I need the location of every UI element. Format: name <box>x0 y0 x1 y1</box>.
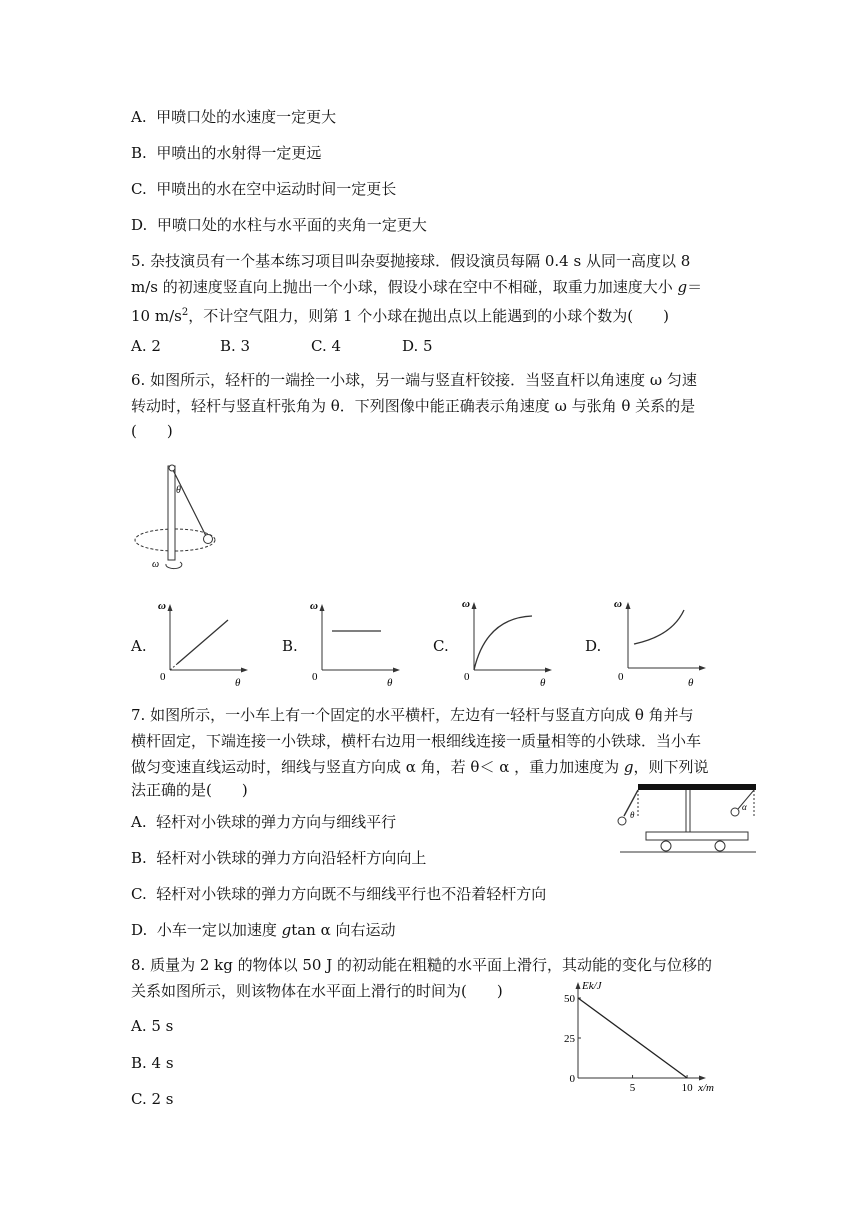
q8-text-line2: 关系如图所示，则该物体在水平面上滑行的时间为( ) <box>131 982 503 1000</box>
q7-text-line2: 横杆固定，下端连接一小铁球，横杆右边用一根细线连接一质量相等的小铁球．当小车 <box>131 732 702 750</box>
q5-text-line2: m/s 的初速度竖直向上抛出一个小球，假设小球在空中不相碰，取重力加速度大小 g＝ <box>131 278 703 296</box>
q4-option-a: A. 甲喷口处的水速度一定更大 <box>131 108 337 126</box>
q6-graph-b-label: B. <box>282 637 298 655</box>
q6-graph-a-origin: 0 <box>160 671 166 683</box>
q7-option-a: A. 轻杆对小铁球的弹力方向与细线平行 <box>131 813 397 831</box>
q6-graph-d-y-label: ω <box>614 598 622 610</box>
ek-chart-x-label: x/m <box>698 1082 714 1094</box>
q6-graph-c-origin: 0 <box>464 671 470 683</box>
q6-graph-d <box>610 596 710 690</box>
q5-option-a: A. 2 <box>131 337 161 355</box>
q7-text-line4: 法正确的是( ) <box>131 781 248 799</box>
ek-chart-x-arrow <box>699 1076 706 1081</box>
q6-graph-a <box>152 598 252 690</box>
q5-option-c: C. 4 <box>311 337 342 355</box>
q6-graph-c-y-label: ω <box>462 598 470 610</box>
q4-option-b: B. 甲喷出的水射得一定更远 <box>131 144 322 162</box>
q6-graph-b-origin: 0 <box>312 671 318 683</box>
ek-chart-x-tick: 10 <box>681 1082 693 1094</box>
q5-text-line1: 5. 杂技演员有一个基本练习项目叫杂耍抛接球．假设演员每隔 0.4 s 从同一高度以 8 <box>131 252 691 270</box>
ek-chart-series-line <box>578 998 687 1078</box>
q5-option-d: D. 5 <box>402 337 433 355</box>
q7-text-line3: 做匀变速直线运动时，细线与竖直方向成 α 角，若 θ＜ α ，重力加速度为 g，则下列说 <box>131 758 709 776</box>
q7-cart-figure <box>606 780 766 856</box>
q6-text-line2: 转动时，轻杆与竖直杆张角为 θ．下列图像中能正确表示角速度 ω 与张角 θ 关系的是 <box>131 397 696 415</box>
q6-graph-b <box>304 598 404 690</box>
q6-graph-c-x-label: θ <box>540 677 546 689</box>
ek-chart-y-tick: 0 <box>569 1073 575 1085</box>
ek-chart-y-arrow <box>576 982 581 989</box>
q6-graph-c <box>456 596 556 690</box>
q8-option-a: A. 5 s <box>131 1017 174 1035</box>
q4-option-d: D. 甲喷口处的水柱与水平面的夹角一定更大 <box>131 216 427 234</box>
q4-option-c: C. 甲喷出的水在空中运动时间一定更长 <box>131 180 397 198</box>
q8-ek-chart <box>556 982 716 1094</box>
q8-text-line1: 8. 质量为 2 kg 的物体以 50 J 的初动能在粗糙的水平面上滑行，其动能的变化与位移的 <box>131 956 713 974</box>
q7-option-d: D. 小车一定以加速度 gtan α 向右运动 <box>131 921 396 939</box>
ek-chart-y-label: Ek/J <box>582 982 602 992</box>
q7-text-line1: 7. 如图所示，一小车上有一个固定的水平横杆，左边有一轻杆与竖直方向成 θ 角并与 <box>131 706 694 724</box>
q6-graph-a-x-label: θ <box>235 677 241 689</box>
q5-text-line3: 10 $m/s^2$，不计空气阻力，则第 1 个小球在抛出点以上能遇到的小球个数为( ) <box>131 307 670 325</box>
q6-graph-d-x-label: θ <box>688 677 694 689</box>
q6-graph-c-label: C. <box>433 637 449 655</box>
q8-option-b: B. 4 s <box>131 1054 174 1072</box>
q8-option-c: C. 2 s <box>131 1090 174 1108</box>
q6-graph-b-y-label: ω <box>310 600 318 612</box>
ek-chart-x-tick: 5 <box>629 1082 636 1094</box>
q6-graph-d-label: D. <box>585 637 602 655</box>
q6-graph-a-y-label: ω <box>158 600 166 612</box>
q6-omega-label: ω <box>152 559 160 570</box>
q5-option-b: B. 3 <box>220 337 251 355</box>
q6-graph-b-x-label: θ <box>387 677 393 689</box>
q6-text-line1: 6. 如图所示，轻杆的一端拴一小球，另一端与竖直杆铰接．当竖直杆以角速度 ω 匀速 <box>131 371 697 389</box>
q7-alpha-label: α <box>742 802 747 812</box>
q6-theta-label: θ <box>176 485 181 496</box>
q7-theta-label: θ <box>630 810 635 820</box>
ek-chart-y-tick: 50 <box>564 993 575 1005</box>
ek-chart-y-tick: 25 <box>564 1033 575 1045</box>
q7-option-c: C. 轻杆对小铁球的弹力方向既不与细线平行也不沿着轻杆方向 <box>131 885 547 903</box>
q6-graph-a-label: A. <box>131 637 147 655</box>
q6-rotating-rod-figure <box>128 458 228 578</box>
q6-text-line3: ( ) <box>131 422 173 440</box>
q6-graph-d-origin: 0 <box>618 671 624 683</box>
q7-option-b: B. 轻杆对小铁球的弹力方向沿轻杆方向向上 <box>131 849 427 867</box>
